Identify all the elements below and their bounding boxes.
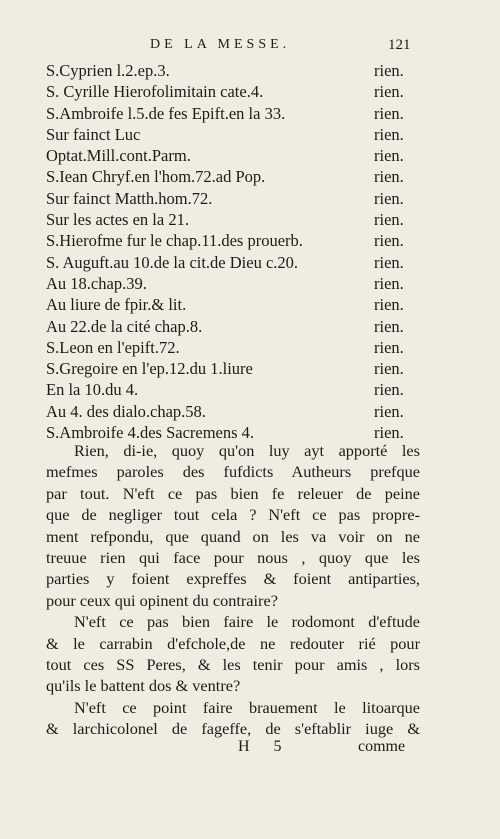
reference-source: S.Iean Chryf.en l'hom.72.ad Pop.	[46, 167, 266, 187]
paragraph	[46, 611, 420, 697]
reference-value: rien.	[374, 316, 404, 336]
reference-row	[46, 379, 426, 400]
reference-row	[46, 230, 426, 251]
reference-row	[46, 316, 426, 337]
reference-value: rien.	[374, 337, 404, 357]
reference-source: Au 22.de la cité chap.8.	[46, 316, 203, 336]
running-title: DE LA MESSE.	[150, 37, 291, 52]
reference-row	[46, 124, 426, 145]
catchword: comme	[358, 738, 406, 755]
reference-value: rien.	[374, 231, 404, 251]
reference-row	[46, 81, 426, 102]
text-line: par tout. N'eft ce pas bien fe releuer de peine	[46, 483, 420, 503]
text-line: tout ces SS Peres, & les tenir pour amis , lors	[46, 655, 420, 675]
reference-value: rien.	[374, 380, 404, 400]
text-line: pour ceux qui opinent du contraire?	[46, 590, 278, 610]
text-line: que de negliger tout cela ? N'eft ce pas propre-	[46, 505, 420, 525]
page-number: 121	[388, 37, 411, 53]
reference-row	[46, 337, 426, 358]
reference-row	[46, 188, 426, 209]
reference-source: S.Gregoire en l'ep.12.du 1.liure	[46, 359, 253, 379]
reference-row	[46, 103, 426, 124]
signature-mark: H 5	[238, 738, 292, 755]
reference-value: rien.	[374, 295, 404, 315]
reference-value: rien.	[374, 146, 404, 166]
reference-row	[46, 166, 426, 187]
reference-value: rien.	[374, 103, 404, 123]
text-line: N'eft ce point faire brauement le litoarque	[74, 697, 420, 717]
reference-row	[46, 60, 426, 81]
text-line: ment refpondu, que quand on les va voir on ne	[46, 526, 420, 546]
reference-source: Optat.Mill.cont.Parm.	[46, 146, 191, 166]
text-line: & le carrabin d'efchole,de ne redouter rié pour	[46, 633, 420, 653]
reference-source: En la 10.du 4.	[46, 380, 139, 400]
reference-value: rien.	[374, 124, 404, 144]
reference-value: rien.	[374, 252, 404, 272]
text-line: treuue rien qui face pour nous , quoy que les	[46, 548, 420, 568]
reference-row	[46, 294, 426, 315]
reference-source: S.Leon en l'epift.72.	[46, 337, 180, 357]
reference-value: rien.	[374, 188, 404, 208]
text-line: Rien, di-ie, quoy qu'on luy ayt apporté les	[74, 441, 420, 460]
text-line: mefmes paroles des fufdicts Autheurs prefque	[46, 462, 420, 482]
reference-source: S.Ambroife 4.des Sacremens 4.	[46, 423, 255, 443]
reference-row	[46, 273, 426, 294]
text-line: & larchicolonel de fageffe, de s'eftablir iuge &	[46, 719, 420, 739]
reference-row	[46, 252, 426, 273]
reference-source: Sur fainct Matth.hom.72.	[46, 188, 213, 208]
reference-source: S. Auguft.au 10.de la cit.de Dieu c.20.	[46, 252, 299, 272]
reference-row	[46, 209, 426, 230]
reference-value: rien.	[374, 61, 404, 80]
reference-value: rien.	[374, 359, 404, 379]
reference-value: rien.	[374, 273, 404, 293]
reference-value: rien.	[374, 401, 404, 421]
reference-source: S.Ambroife l.5.de fes Epift.en la 33.	[46, 103, 286, 123]
reference-source: Sur les actes en la 21.	[46, 210, 189, 230]
reference-value: rien.	[374, 167, 404, 187]
reference-source: Sur fainct Luc	[46, 124, 141, 144]
reference-value: rien.	[374, 82, 404, 102]
reference-source: Au 18.chap.39.	[46, 273, 147, 293]
reference-list	[46, 60, 426, 443]
text-line: qu'ils le battent dos & ventre?	[46, 676, 241, 696]
paragraph	[46, 440, 420, 611]
body-text	[46, 440, 420, 740]
reference-row	[46, 358, 426, 379]
reference-source: Au 4. des dialo.chap.58.	[46, 401, 206, 421]
reference-source: S. Cyrille Hierofolimitain cate.4.	[46, 82, 264, 102]
reference-source: S.Cyprien l.2.ep.3.	[46, 61, 170, 80]
text-line: parties y foient expreffes & foient antiparties,	[46, 569, 420, 589]
reference-source: S.Hierofme fur le chap.11.des prouerb.	[46, 231, 303, 251]
reference-row	[46, 401, 426, 422]
text-line: N'eft ce pas bien faire le rodomont d'eftude	[74, 612, 420, 632]
paragraph	[46, 697, 420, 740]
reference-row	[46, 145, 426, 166]
running-head	[0, 37, 500, 59]
reference-value: rien.	[374, 210, 404, 230]
reference-source: Au liure de fpir.& lit.	[46, 295, 187, 315]
reference-value: rien.	[374, 423, 404, 443]
page-footer	[0, 738, 500, 762]
